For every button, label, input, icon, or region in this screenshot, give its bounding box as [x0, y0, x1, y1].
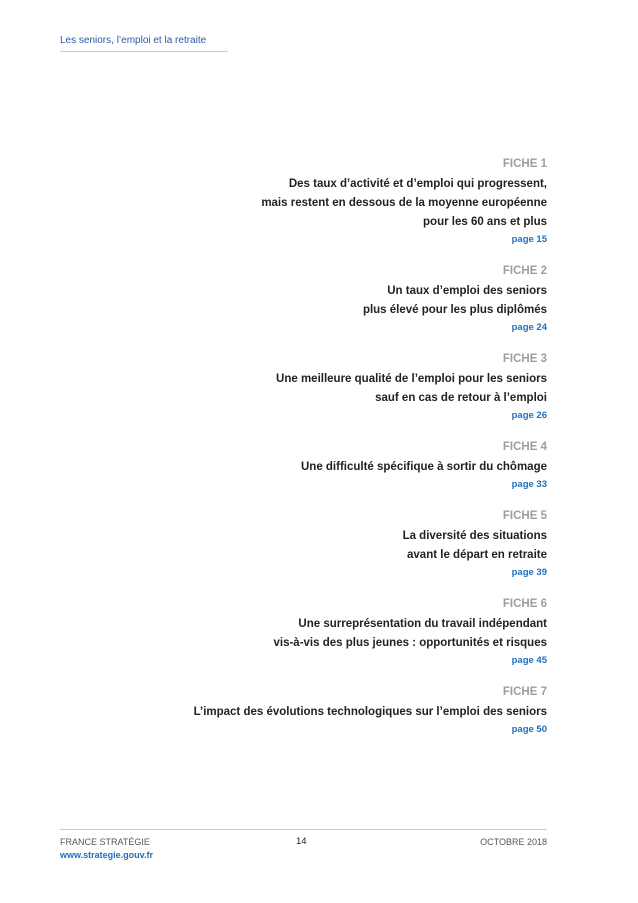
fiche-entry — [27, 684, 547, 737]
footer-website-link[interactable]: www.strategie.gouv.fr — [60, 850, 154, 860]
fiche-page-link[interactable]: page 50 — [511, 724, 547, 735]
fiche-title-line: Une difficulté spécifique à sortir du chômage — [300, 461, 547, 473]
fiche-title-line: Une meilleure qualité de l’emploi pour les seniors — [276, 373, 547, 385]
fiche-entry — [27, 439, 547, 492]
fiche-title-line: mais restent en dessous de la moyenne européenne — [261, 197, 547, 209]
fiche-entry — [27, 263, 547, 335]
fiche-title-line: avant le départ en retraite — [407, 549, 547, 561]
fiche-label: FICHE 4 — [502, 441, 547, 453]
fiche-title-line: pour les 60 ans et plus — [423, 216, 547, 228]
fiche-page-link[interactable]: page 26 — [511, 410, 547, 421]
fiche-page-link[interactable]: page 24 — [511, 322, 547, 333]
fiche-title-line: plus élevé pour les plus diplômés — [362, 304, 547, 316]
fiche-entry — [27, 508, 547, 580]
fiche-title-line: vis-à-vis des plus jeunes : opportunités et risques — [273, 637, 547, 649]
fiche-label: FICHE 1 — [502, 158, 547, 170]
fiche-entry — [27, 596, 547, 668]
fiche-label: FICHE 7 — [502, 686, 547, 698]
fiche-title-line: L’impact des évolutions technologiques sur l’emploi des seniors — [193, 706, 547, 718]
page-number: 14 — [296, 836, 307, 847]
fiche-entry — [27, 351, 547, 423]
fiche-label: FICHE 5 — [502, 510, 547, 522]
fiche-page-link[interactable]: page 39 — [511, 567, 547, 578]
footer-date: OCTOBRE 2018 — [480, 837, 547, 847]
fiche-title-line: La diversité des situations — [402, 530, 547, 542]
fiche-list — [27, 156, 547, 753]
fiche-title-line: Un taux d’emploi des seniors — [387, 285, 547, 297]
fiche-label: FICHE 3 — [502, 353, 547, 365]
fiche-entry — [27, 156, 547, 247]
fiche-page-link[interactable]: page 15 — [511, 234, 547, 245]
fiche-title-line: sauf en cas de retour à l’emploi — [375, 392, 547, 404]
fiche-title-line: Des taux d’activité et d’emploi qui progressent, — [288, 178, 547, 190]
fiche-title-line: Une surreprésentation du travail indépendant — [298, 618, 547, 630]
footer-organization: FRANCE STRATÉGIE — [60, 837, 150, 847]
fiche-page-link[interactable]: page 33 — [511, 479, 547, 490]
fiche-page-link[interactable]: page 45 — [511, 655, 547, 666]
running-header: Les seniors, l’emploi et la retraite — [60, 35, 207, 46]
fiche-label: FICHE 6 — [502, 598, 547, 610]
header-divider — [60, 51, 228, 52]
footer-divider — [60, 829, 547, 830]
fiche-label: FICHE 2 — [502, 265, 547, 277]
